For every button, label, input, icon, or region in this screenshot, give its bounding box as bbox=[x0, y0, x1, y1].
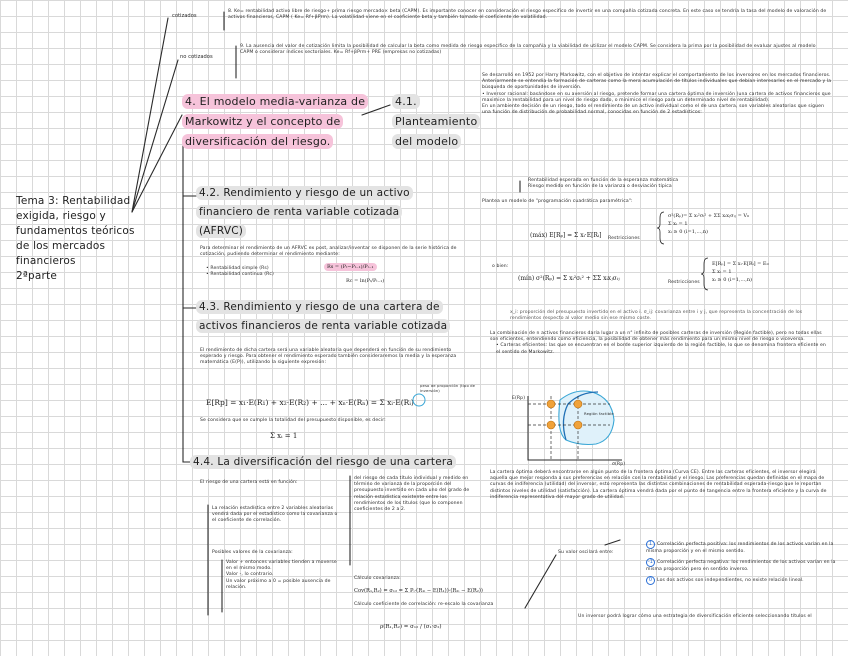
case-positive bbox=[646, 540, 836, 555]
covariance-values bbox=[226, 560, 342, 591]
chart-x-label: σ(Rp) bbox=[612, 462, 626, 467]
item-rc: • Rentabilidad continua (Rc) bbox=[206, 272, 274, 278]
section-43-formula: E[Rp] = x₁·E(R₁) + x₂·E(R₂) + ... + xₙ·E(Rₙ) = Σ xᵢ·E(Rᵢ) bbox=[206, 398, 414, 407]
depending-label: Su valor oscilará entre: bbox=[558, 550, 614, 555]
section-41-paragraph-2: • Inversor racional: basándose en su aversión al riesgo, pretende formar una cartera óptima de inversión (una cartera de activos financieros que maximice la rentabilidad para un nivel de riesgo dado, o minimice el riesgo para un determinado nivel de rentabilidad). bbox=[482, 91, 831, 103]
section-43-text: El rendimiento de dicha cartera será una variable aleatoria que dependerá en función de su rendimiento esperado y riesgo. Para obtener el rendimiento esperado también consideraremos la media y la esperanza matemática (E(P)), utilizando la siguiente expresión: bbox=[200, 348, 457, 366]
frontier-paragraph-2: • Carteras eficientes: las que se encuentran en el borde superior izquierdo de la región factible, lo que se denomina frontera eficiente en el sentido de Markowitz. bbox=[496, 343, 826, 355]
correlation-cases bbox=[646, 540, 836, 585]
note-9: 9. La ausencia del valor de cotización limita la posibilidad de calcular la beta como medida de riesgo específico de la compañía y la viabilidad de utilizar el modelo CAPM. Se considera la prima por la posibilidad de evaluar ajustes al modelo CAPM o considerar índices sectoriales. Ke= Rf+βPrm+ PRE (empresas no cotizadas) bbox=[240, 44, 816, 56]
bien-label: o bien: bbox=[492, 264, 509, 269]
section-43-title-text: 4.3. Rendimiento y riesgo de una cartera de activos financieros de renta variable cotizada bbox=[196, 300, 450, 333]
value-negative: Valor -, lo contrario. bbox=[226, 572, 274, 578]
case-negative-text: Correlación perfecta negativa: los rendimientos de los activos varían en la misma proporción pero en sentido inverso. bbox=[646, 560, 836, 573]
topic-line-6: 2ªparte bbox=[16, 270, 58, 282]
cov-formula: Cov(R₁,R₂) = σ₁₂ = Σ Pᵢ·(R₁ᵢ − E(R₁))·(R₂ᵢ − E(R₂)) bbox=[354, 588, 483, 594]
topic-line-3: fundamentos teóricos bbox=[16, 225, 135, 237]
case-positive-text: Correlación perfecta positiva: los rendimientos de los activos varían en la misma proporción y en el mismo sentido. bbox=[646, 542, 834, 554]
value-positive: Valor + entonces variables tienden a moverse en el mismo modo. bbox=[226, 560, 337, 572]
optimal-text: La cartera óptima deberá encontrarse en algún punto de la frontera óptima (Curva CE). Entre las carteras eficientes, el inversor elegirá aquella que mejor responda a sus preferencias en relación con la rentabilidad y el riesgo. Las preferencias quedan definidas en el mapa de curvas de indiferencia (utilidad) del inversor, esto representa las distintas combinaciones de rentabilidad esperada-riesgo que le reportan distintos niveles de utilidad (satisfacción). La cartera óptima vendrá dada por el punto de tangencia entre la frontera eficiente y la curva de indiferencia representativa del mayor grado de utilidad. bbox=[490, 470, 827, 500]
formula-rc: Rc = ln(Pₜ/Pₜ₋₁) bbox=[346, 278, 385, 284]
section-4-title-text: 4. El modelo media-varianza de Markowitz y el concepto de diversificación del riesgo. bbox=[182, 94, 368, 149]
section-42-title-text: 4.2. Rendimiento y riesgo de un activo financiero de renta variable cotizada (AFRVC) bbox=[196, 186, 413, 238]
item-rc-text: Rentabilidad continua (Rc) bbox=[210, 272, 274, 278]
case-negative bbox=[646, 558, 836, 573]
section-41-title-text: 4.1. Planteamiento del modelo bbox=[392, 94, 480, 149]
case-negative-number: -1 bbox=[647, 559, 654, 566]
topic-line-1: Tema 3: Rentabilidad bbox=[16, 195, 131, 207]
cov-label: Cálculo covarianza: bbox=[354, 576, 401, 581]
section-41-paragraph-1: Se desarrolló en 1952 por Harry Markowitz, con el objetivo de intentar explicar el comportamiento de los inversores en los mercados financieros. Anteriormente se entendía la formación de carteras como la mera acumulación de títulos individuales que debían interesarles en el mercado y la búsqueda de oportunidades de inversión. bbox=[482, 73, 832, 91]
frontier-paragraph-1: La combinación de n activos financieros daría lugar a un n° infinito de posibles carteras de inversión (Región factible), pero no todas ellas son eficientes, entendiendo como eficiencia, la posibilidad de obtener más rendimiento para un mismo nivel de riesgo o viceversa. bbox=[490, 331, 822, 343]
section-41-paragraph-3: En un ambiente decisión de un riesgo, todo el rendimiento de un activo individual como el de una cartera, son variables aleatorias que siguen una función de distribución de probabilidad normal, conocidas en función de 2 estadísticos: bbox=[482, 104, 825, 116]
section-42-text: Para determinar el rendimiento de un AFRVC ex post, analizar/inventar se disponen de la serie histórica de cotización, pudiendo determinar el rendimiento mediante: bbox=[200, 246, 457, 258]
section-44-title-text: 4.4. La diversificación del riesgo de una cartera bbox=[190, 455, 456, 469]
topic-line-2: exigida, riesgo y bbox=[16, 210, 106, 222]
stat-riesgo: Riesgo medido en función de la varianza o desviación típica bbox=[528, 184, 672, 190]
corr-formula: ρ(R₁,R₂) = σ₁₂ / (σ₁·σ₂) bbox=[380, 624, 442, 630]
branch-cotizados-label: cotizados bbox=[172, 13, 197, 19]
note-8: 8. Ke= rentabilidad activo libre de riesgo+ prima riesgo mercado× beta (CAPM). Es importante conocer en consideración el riesgo especifico de invertir en una compañía cotizada concreta. En este caso se tendría la tasa del modelo de valoración de activos financieros, CAPM ( Ke= Rf+βPrm). La volatilidad viene en el coeficiente beta y también tomado el coeficiente de volatilidad. bbox=[228, 9, 827, 21]
section-44-title bbox=[190, 454, 470, 470]
restrictions-block-2: E[Rₚ] = Σ xᵢ·E[Rᵢ] = E₀ Σ xᵢ = 1 xᵢ ≥ 0 (i=1,...,n) bbox=[712, 261, 769, 283]
section-43-budget-text: Se considera que se cumple la totalidad del presupuesto disponible, es decir: bbox=[200, 418, 386, 423]
item-rs: • Rentabilidad simple (Rs) bbox=[206, 266, 269, 271]
relation-text: La relación estadística entre 2 variables aleatorias vendrá dada por el estadístico como la covarianza o el coeficiente de correlación. bbox=[212, 506, 338, 524]
stat-rentabilidad: Rentabilidad esperada en función de la esperanza matemática bbox=[528, 178, 679, 183]
final-text: Un inversor podrá lograr cómo una estrategia de diversificación eficiente seleccionando títulos el bbox=[578, 614, 812, 619]
risk-label: El riesgo de una cartera está en función: bbox=[200, 480, 298, 485]
restrictions-label-2: Restricciones bbox=[668, 280, 700, 285]
branch-no-cotizados-label: no cotizados bbox=[180, 54, 213, 60]
item-rs-text: Rentabilidad simple (Rs) bbox=[210, 266, 269, 271]
formula-minimize: (mín) σ²(Rₚ) = Σ xᵢ²σᵢ² + ΣΣ xᵢxⱼσᵢⱼ bbox=[518, 275, 620, 282]
risk-text: del riesgo de cada título individual y medido en término de varianza de la proporción del presupuesto invertido en cada uno del grado de relación estadística existente entre los rendimientos de los títulos (que lo componen coeficientes de 2 a 2. bbox=[354, 476, 470, 513]
case-zero bbox=[646, 576, 836, 585]
case-positive-number: 1 bbox=[646, 540, 655, 549]
section-43-annotation: peso de proporción (tipo de inversión) bbox=[420, 383, 476, 393]
chart-y-label: E(Rp) bbox=[512, 396, 526, 401]
planteamiento-text: Plantea un modelo de "programación cuadrática paramétrica": bbox=[482, 199, 633, 204]
possible-values-label: Posibles valores de la covarianza: bbox=[212, 550, 293, 555]
value-zero: Un valor próximo a 0 = posible ausencia de relación. bbox=[226, 578, 331, 590]
restrictions-label-1: Restricciones bbox=[608, 236, 640, 241]
restrictions-block-1: σ²(Rₚ)= Σ xᵢ²σᵢ² + ΣΣ xᵢxⱼσᵢⱼ = V₀ Σ xᵢ = 1 xᵢ ≥ 0 (i=1,...,n) bbox=[668, 213, 749, 235]
topic-line-4: de los mercados bbox=[16, 240, 106, 252]
formula-rs-text: Rs = (Pₜ−Pₜ₋₁)/Pₜ₋₁ bbox=[324, 263, 377, 271]
case-zero-text: Los dos activos son independientes, no existe relación lineal. bbox=[657, 578, 804, 584]
formula-footnote: x_i: proporción del presupuesto invertido en el activo i. σ_ij: covarianza entre i y j, que representa la concentración de los rendimientos respecto al valor medio sin ese mismo coste. bbox=[510, 310, 803, 322]
section-43-sum: Σ xᵢ = 1 bbox=[270, 432, 298, 440]
corr-label: Cálculo coeficiente de correlación: re-escalo la covarianza bbox=[354, 602, 494, 607]
topic-line-5: financieros bbox=[16, 255, 76, 267]
case-zero-number: 0 bbox=[646, 576, 655, 585]
chart-region-label: Región factible bbox=[584, 411, 614, 416]
formula-maximize: (máx) E[Rₚ] = Σ xᵢ·E[Rᵢ] bbox=[530, 232, 602, 239]
